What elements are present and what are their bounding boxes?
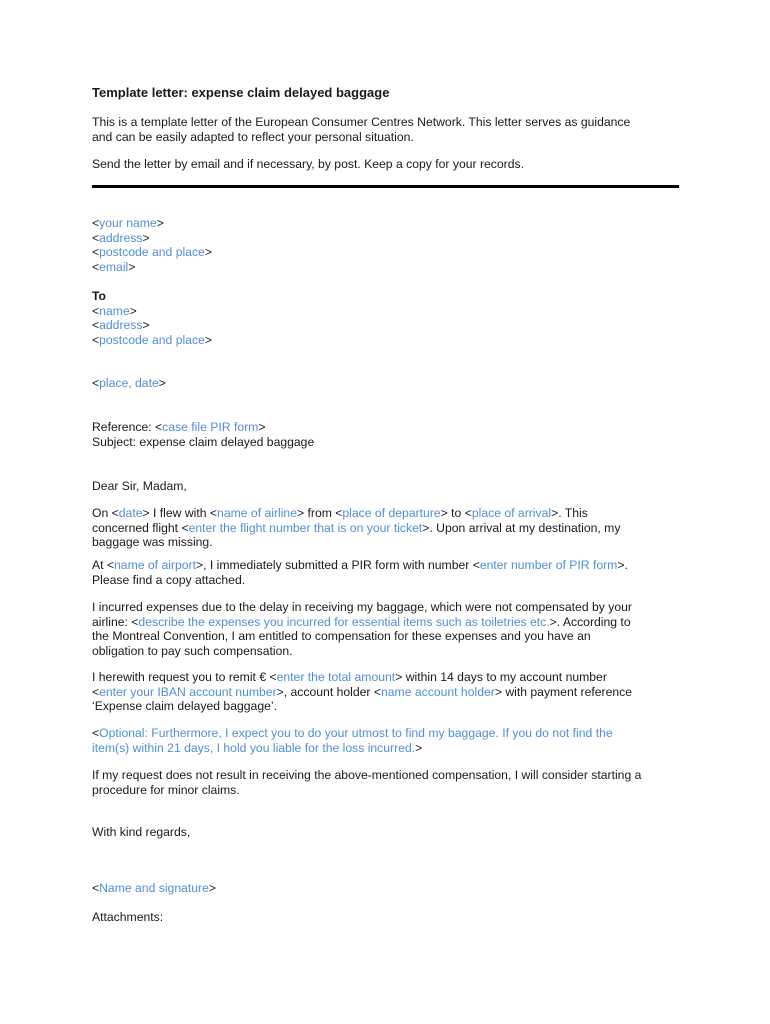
text-line: I herewith request you to remit € <enter the total amount> within 14 days to my account number (92, 670, 607, 684)
placeholder: name account holder (380, 684, 495, 699)
text: to (447, 506, 465, 520)
sender-postcode: <postcode and place> (92, 245, 212, 259)
placeholder: your name (99, 216, 157, 230)
text-line: concerned flight <enter the flight number that is on your ticket>. Upon arrival at my destination, my (92, 520, 621, 535)
intro-text (92, 115, 682, 144)
sender-address: <address> (92, 230, 150, 245)
text-line: obligation to pay such compensation. (92, 643, 293, 658)
paragraph-pir (92, 558, 682, 587)
sender-email: <email> (92, 259, 136, 274)
sender-block (92, 216, 682, 274)
placeholder: enter number of PIR form (479, 558, 618, 572)
text: I flew with (149, 506, 210, 520)
placeholder: enter your IBAN account number (99, 684, 277, 699)
placeholder: place, date (99, 376, 159, 390)
text: . According to (556, 614, 631, 629)
text-line: Please find a copy attached. (92, 572, 246, 587)
text: , account holder (283, 684, 374, 699)
text-line: ‘Expense claim delayed baggage’. (92, 699, 277, 713)
placeholder: case file PIR form (162, 420, 259, 434)
placeholder: postcode and place (99, 245, 205, 259)
text: . This (558, 506, 588, 520)
placeholder: enter the flight number that is on your ticket (188, 520, 423, 535)
page-title: Template letter: expense claim delayed baggage (92, 85, 390, 100)
text-line: procedure for minor claims. (92, 782, 240, 797)
placeholder: address (99, 230, 143, 245)
paragraph-procedure (92, 768, 682, 797)
recipient-address: <address> (92, 318, 150, 332)
sender-name: <your name> (92, 216, 164, 230)
placeholder: Name and signature (99, 881, 209, 895)
placeholder: email (99, 259, 129, 274)
salutation: Dear Sir, Madam, (92, 479, 187, 493)
recipient-name: <name> (92, 303, 137, 318)
placeholder: address (99, 318, 143, 332)
placeholder: name (99, 303, 130, 318)
placeholder: place of departure (342, 506, 441, 520)
recipient-postcode: <postcode and place> (92, 332, 212, 347)
placeholder: describe the expenses you incurred for essential items such as toiletries etc. (138, 614, 550, 629)
text-line: I incurred expenses due to the delay in receiving my baggage, which were not compensated by your (92, 600, 632, 614)
text: At (92, 558, 107, 572)
text: I herewith request you to remit € (92, 670, 270, 684)
to-label: To (92, 289, 106, 303)
intro-line: and can be easily adapted to reflect your personal situation. (92, 129, 414, 144)
text: with payment reference (501, 684, 633, 699)
text: On (92, 506, 112, 520)
text: from (304, 506, 336, 520)
text: . Upon arrival at my destination, my (429, 520, 621, 535)
text: , I immediately submitted a PIR form with number (203, 558, 473, 572)
text: concerned flight (92, 520, 182, 535)
text-line: item(s) within 21 days, I hold you liable for the loss incurred.> (92, 740, 423, 755)
divider (92, 185, 679, 188)
intro-line: This is a template letter of the European Consumer Centres Network. This letter serves as guidance (92, 115, 631, 129)
reference-block (92, 420, 682, 449)
text-line: airline: <describe the expenses you incurred for essential items such as toiletries etc.>. According to (92, 614, 631, 629)
placeholder: enter the total amount (276, 670, 396, 684)
place-date: <place, date> (92, 376, 166, 390)
text-line: On <date> I flew with <name of airline> from <place of departure> to <place of arrival>. This (92, 506, 588, 520)
attachments: Attachments: (92, 910, 164, 924)
text: . (624, 558, 628, 572)
signature: <Name and signature> (92, 881, 217, 895)
text: within 14 days to my account number (402, 670, 607, 684)
paragraph-payment (92, 670, 682, 714)
text-line: If my request does not result in receiving the above-mentioned compensation, I will consider starting a (92, 768, 642, 782)
placeholder: place of arrival (471, 506, 552, 520)
text-line: <Optional: Furthermore, I expect you to do your utmost to find my baggage. If you do not find the (92, 726, 613, 740)
paragraph-optional (92, 726, 682, 755)
paragraph-expenses (92, 600, 682, 658)
reference-line: Reference: <case file PIR form> (92, 420, 266, 434)
paragraph-flight (92, 506, 682, 550)
placeholder: Optional: Furthermore, I expect you to do your utmost to find my baggage. If you do not find the (99, 726, 613, 740)
placeholder: name of airline (217, 506, 297, 520)
text: airline: (92, 614, 132, 629)
placeholder: item(s) within 21 days, I hold you liable for the loss incurred. (92, 740, 416, 755)
subject-line: Subject: expense claim delayed baggage (92, 434, 315, 449)
text-line: the Montreal Convention, I am entitled to compensation for these expenses and you have an (92, 629, 591, 643)
text-line: baggage was missing. (92, 535, 213, 549)
placeholder: postcode and place (99, 332, 205, 347)
closing: With kind regards, (92, 825, 191, 839)
recipient-block (92, 289, 682, 347)
text-line: At <name of airport>, I immediately submitted a PIR form with number <enter number of PIR form>. (92, 558, 628, 572)
reference-label: Reference: (92, 420, 156, 434)
placeholder: name of airport (114, 558, 196, 572)
placeholder: date (118, 506, 143, 520)
text-line: <enter your IBAN account number>, account holder <name account holder> with payment reference (92, 684, 633, 699)
send-note: Send the letter by email and if necessary, by post. Keep a copy for your records. (92, 157, 524, 171)
